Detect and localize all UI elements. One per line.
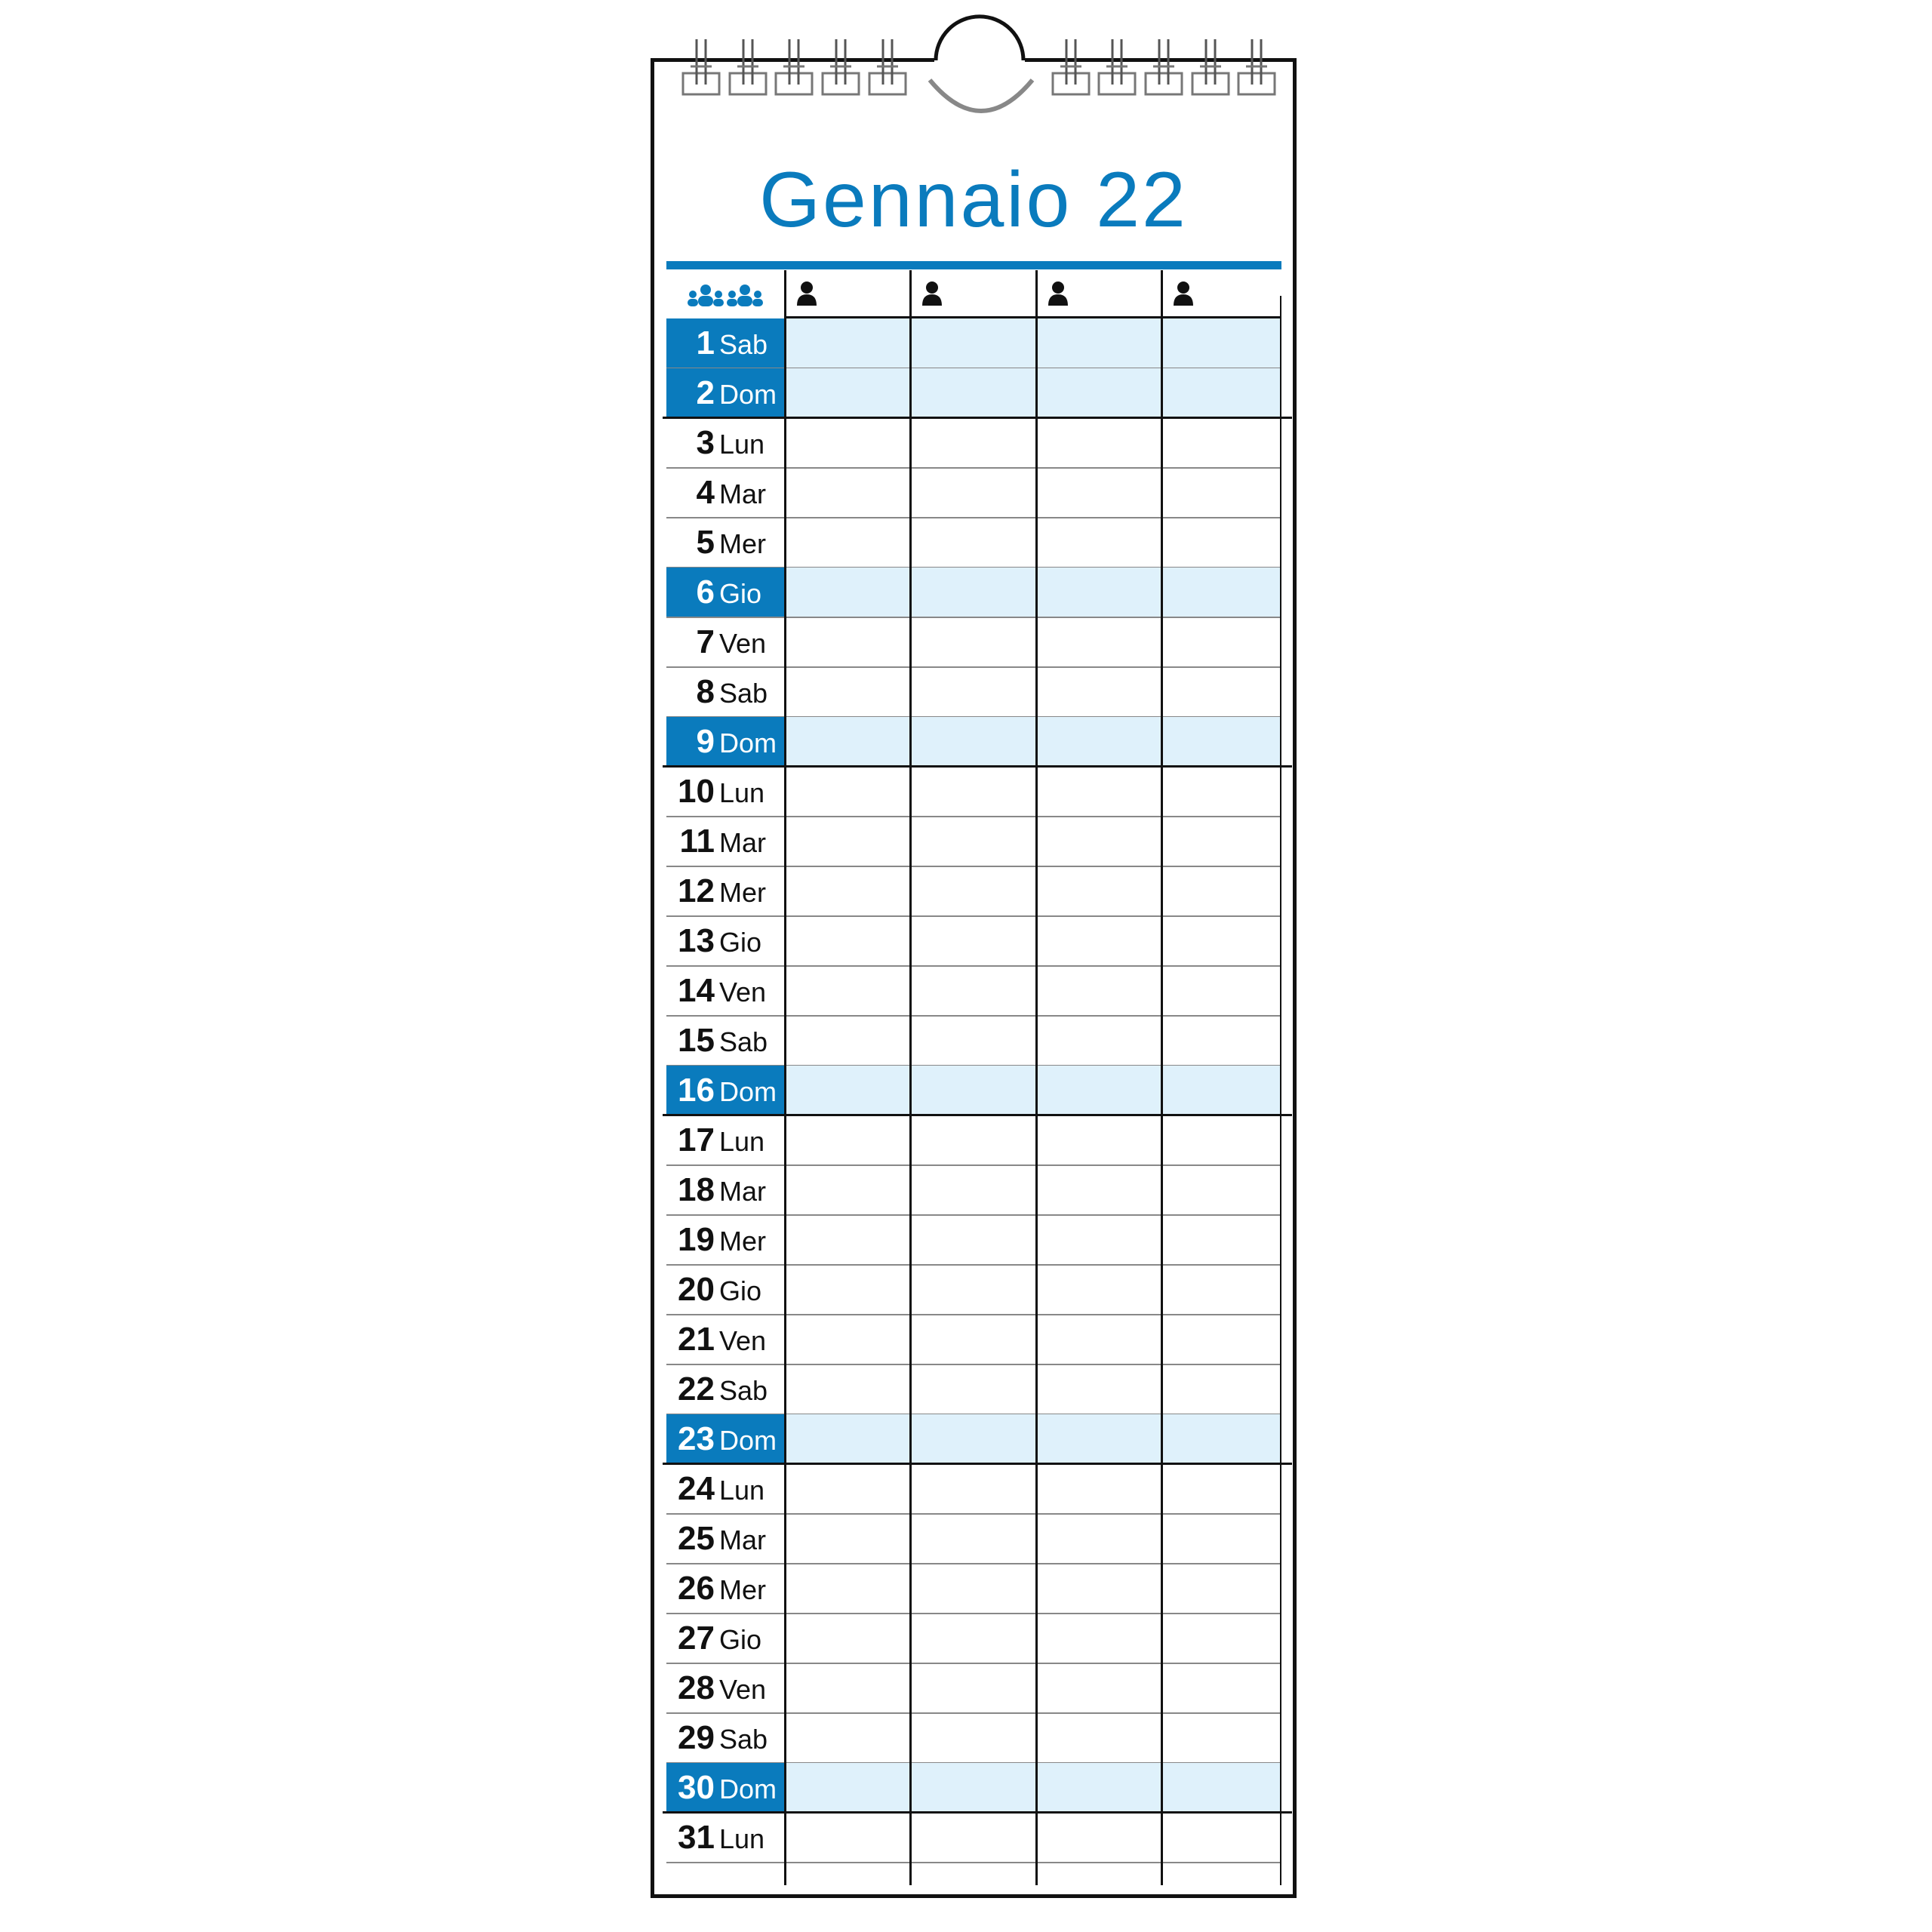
day-number: 12 [678,872,715,909]
person-slot[interactable] [1161,717,1281,767]
day-label [666,1364,784,1414]
day-label [666,568,784,617]
person-slot[interactable] [1161,1016,1281,1066]
day-name: Ven [719,1674,767,1705]
day-row [666,866,1281,916]
day-label [666,1464,784,1514]
day-row [666,568,1281,617]
day-name: Mer [719,877,766,908]
day-name: Gio [719,578,762,609]
day-label [666,368,784,418]
person-slot[interactable] [910,1165,1036,1215]
day-slots [784,568,1281,617]
person-slot[interactable] [910,866,1036,916]
day-slots [784,966,1281,1016]
day-slots [784,1315,1281,1364]
person-icon [1173,281,1194,306]
day-row [666,1464,1281,1514]
day-number: 9 [696,723,715,760]
day-number: 8 [696,673,715,710]
person-slot[interactable] [785,667,910,717]
day-row [666,1265,1281,1315]
person-slot[interactable] [1036,1614,1161,1663]
person-slot[interactable] [1036,1215,1161,1265]
day-number: 28 [678,1669,715,1706]
day-slots [784,1364,1281,1414]
person-slot[interactable] [1161,617,1281,667]
person-slot[interactable] [1161,1763,1281,1813]
day-number: 2 [696,374,715,411]
day-slots [784,1464,1281,1514]
person-slot[interactable] [785,468,910,518]
day-name: Gio [719,1624,762,1655]
day-slots [784,1016,1281,1066]
person-slot[interactable] [785,1564,910,1614]
person-slot[interactable] [785,1763,910,1813]
day-label [666,1713,784,1763]
person-slot[interactable] [785,318,910,368]
day-slots [784,1165,1281,1215]
person-slot[interactable] [1161,767,1281,817]
day-label [666,1414,784,1464]
person-slot[interactable] [1161,1564,1281,1614]
person-icon [1048,281,1069,306]
person-slot[interactable] [785,1813,910,1863]
person-slot[interactable] [785,568,910,617]
person-slot[interactable] [785,1464,910,1514]
day-name: Lun [719,777,765,808]
day-label [666,817,784,866]
day-number: 1 [696,325,715,361]
person-slot[interactable] [910,1464,1036,1514]
person-slot[interactable] [910,1315,1036,1364]
day-number: 23 [678,1420,715,1457]
day-number: 4 [696,474,715,511]
person-slot[interactable] [785,1215,910,1265]
day-slots [784,1066,1281,1115]
person-slot[interactable] [1036,568,1161,617]
day-label [666,916,784,966]
person-slot[interactable] [910,667,1036,717]
day-label [666,418,784,468]
person-slot[interactable] [785,518,910,568]
person-slot[interactable] [910,717,1036,767]
person-slot[interactable] [1161,817,1281,866]
day-name: Ven [719,1325,767,1356]
day-row [666,1066,1281,1115]
person-slot[interactable] [1036,617,1161,667]
person-slot[interactable] [1036,817,1161,866]
person-slot[interactable] [1161,667,1281,717]
person-slot[interactable] [910,1813,1036,1863]
day-slots [784,1713,1281,1763]
day-row [666,1016,1281,1066]
day-name: Gio [719,927,762,958]
person-slot[interactable] [1036,1414,1161,1464]
column-divider [909,270,912,1885]
person-slot[interactable] [785,1514,910,1564]
column-divider [1035,270,1038,1885]
day-name: Sab [719,329,768,360]
person-slot[interactable] [785,1614,910,1663]
person-slot[interactable] [1161,966,1281,1016]
person-slot[interactable] [1036,1464,1161,1514]
day-slots [784,1614,1281,1663]
person-slot[interactable] [1161,1464,1281,1514]
day-label [666,468,784,518]
day-row [666,767,1281,817]
day-number: 31 [678,1819,715,1856]
day-row [666,966,1281,1016]
day-slots [784,817,1281,866]
person-slot[interactable] [785,1414,910,1464]
day-label [666,1763,784,1813]
day-row [666,1763,1281,1813]
day-number: 25 [678,1520,715,1557]
person-slot[interactable] [910,1016,1036,1066]
day-name: Mar [719,478,766,509]
day-number: 6 [696,574,715,611]
person-slot[interactable] [1161,1315,1281,1364]
person-slot[interactable] [785,1713,910,1763]
person-slot[interactable] [785,617,910,667]
person-slot[interactable] [785,866,910,916]
day-name: Sab [719,1375,768,1406]
person-slot[interactable] [1036,1813,1161,1863]
day-label [666,866,784,916]
day-label [666,1813,784,1863]
row-divider [666,1862,1281,1863]
day-row [666,1364,1281,1414]
day-name: Lun [719,429,765,460]
person-slot[interactable] [910,1115,1036,1165]
day-name: Mar [719,1176,766,1207]
day-name: Sab [719,1026,768,1057]
day-label [666,1115,784,1165]
person-slot[interactable] [1036,866,1161,916]
day-name: Dom [719,1774,777,1804]
day-row [666,667,1281,717]
day-name: Lun [719,1475,765,1506]
person-slot[interactable] [1161,318,1281,368]
day-slots [784,717,1281,767]
day-slots [784,518,1281,568]
day-slots [784,1763,1281,1813]
person-slot[interactable] [1036,1315,1161,1364]
day-row [666,318,1281,368]
day-number: 10 [678,773,715,810]
person-slot[interactable] [1161,1115,1281,1165]
person-slot[interactable] [1036,1663,1161,1713]
person-slot[interactable] [1036,1165,1161,1215]
person-slot[interactable] [1036,1265,1161,1315]
day-label [666,1265,784,1315]
person-slot[interactable] [910,966,1036,1016]
person-slot[interactable] [910,1215,1036,1265]
person-slot[interactable] [1036,1364,1161,1414]
day-label [666,1315,784,1364]
person-slot[interactable] [785,1115,910,1165]
day-number: 3 [696,424,715,461]
person-slot[interactable] [910,1066,1036,1115]
person-slot[interactable] [1036,966,1161,1016]
day-label [666,667,784,717]
day-label [666,1663,784,1713]
day-row [666,1414,1281,1464]
person-slot[interactable] [1036,667,1161,717]
day-slots [784,1813,1281,1863]
day-label [666,1165,784,1215]
day-name: Mer [719,1574,766,1605]
day-row [666,1315,1281,1364]
day-label [666,767,784,817]
day-slots [784,916,1281,966]
person-slot[interactable] [910,1614,1036,1663]
person-slot[interactable] [1036,916,1161,966]
person-slot[interactable] [910,418,1036,468]
day-number: 27 [678,1620,715,1657]
day-slots [784,418,1281,468]
column-divider [784,270,786,1885]
day-number: 7 [696,623,715,660]
person-slot[interactable] [785,916,910,966]
day-row [666,1514,1281,1564]
day-name: Dom [719,379,777,410]
day-label [666,617,784,667]
day-number: 18 [678,1171,715,1208]
day-row [666,916,1281,966]
day-name: Mer [719,1226,766,1257]
person-slot[interactable] [910,1663,1036,1713]
person-slot[interactable] [910,1713,1036,1763]
day-number: 19 [678,1221,715,1258]
person-slot[interactable] [1161,1265,1281,1315]
person-slot[interactable] [785,1315,910,1364]
day-row [666,1663,1281,1713]
day-label [666,966,784,1016]
day-slots [784,1115,1281,1165]
day-slots [784,667,1281,717]
day-slots [784,1564,1281,1614]
day-slots [784,866,1281,916]
person-slot[interactable] [1036,1066,1161,1115]
day-label [666,1215,784,1265]
day-row [666,1165,1281,1215]
person-slot[interactable] [1036,368,1161,418]
person-slot[interactable] [785,1364,910,1414]
person-slot[interactable] [1036,1713,1161,1763]
day-row [666,817,1281,866]
day-row [666,1614,1281,1663]
person-slot[interactable] [785,717,910,767]
person-slot[interactable] [1161,468,1281,518]
day-slots [784,1514,1281,1564]
day-row [666,1115,1281,1165]
person-slot[interactable] [910,1564,1036,1614]
day-label [666,1564,784,1614]
person-slot[interactable] [910,1265,1036,1315]
day-name: Dom [719,1076,777,1107]
day-name: Ven [719,977,767,1008]
day-name: Gio [719,1275,762,1306]
person-slot[interactable] [1161,1364,1281,1414]
day-name: Ven [719,628,767,659]
day-label [666,1016,784,1066]
person-slot[interactable] [910,1763,1036,1813]
day-name: Lun [719,1823,765,1854]
day-number: 21 [678,1321,715,1358]
day-name: Sab [719,1724,768,1755]
person-slot[interactable] [785,1066,910,1115]
day-number: 13 [678,922,715,959]
day-number: 11 [679,823,715,860]
day-slots [784,1663,1281,1713]
month-title: Gennaio 22 [759,156,1188,244]
person-slot[interactable] [1161,1514,1281,1564]
person-slot[interactable] [910,1414,1036,1464]
person-slot[interactable] [1161,1713,1281,1763]
column-divider [1161,270,1163,1885]
person-slot[interactable] [785,1265,910,1315]
person-slot[interactable] [910,368,1036,418]
person-slot[interactable] [1161,866,1281,916]
day-name: Dom [719,728,777,758]
person-slot[interactable] [910,1364,1036,1414]
day-row [666,617,1281,667]
day-slots [784,468,1281,518]
day-slots [784,368,1281,418]
day-number: 15 [678,1022,715,1059]
person-slot[interactable] [910,817,1036,866]
day-row [666,1713,1281,1763]
person-slot[interactable] [785,1016,910,1066]
day-name: Mar [719,827,766,858]
day-slots [784,1414,1281,1464]
day-row [666,1215,1281,1265]
day-label [666,1066,784,1115]
person-slot[interactable] [1161,1165,1281,1215]
day-number: 14 [678,972,715,1009]
day-slots [784,1215,1281,1265]
day-number: 24 [678,1470,715,1507]
day-number: 5 [696,524,715,561]
day-label [666,1614,784,1663]
person-slot[interactable] [1036,1763,1161,1813]
person-slot[interactable] [1161,1813,1281,1863]
person-slot[interactable] [785,767,910,817]
day-row [666,1564,1281,1614]
person-slot[interactable] [1161,518,1281,568]
person-icon [921,281,943,306]
person-slot[interactable] [910,468,1036,518]
day-row [666,368,1281,418]
person-slot[interactable] [1036,1514,1161,1564]
day-slots [784,767,1281,817]
person-icon [796,281,817,306]
day-number: 22 [678,1371,715,1407]
day-name: Mar [719,1524,766,1555]
person-slot[interactable] [1036,1115,1161,1165]
day-number: 30 [678,1769,715,1806]
person-slot[interactable] [1036,468,1161,518]
person-slot[interactable] [785,817,910,866]
day-slots [784,1265,1281,1315]
person-slot[interactable] [785,1165,910,1215]
day-name: Sab [719,678,768,709]
column-divider [1280,296,1281,1885]
day-number: 16 [678,1072,715,1109]
person-slot[interactable] [785,368,910,418]
person-slot[interactable] [910,617,1036,667]
person-slot[interactable] [910,1514,1036,1564]
person-slot[interactable] [910,767,1036,817]
person-slot[interactable] [910,568,1036,617]
person-slot[interactable] [1036,318,1161,368]
day-row [666,1813,1281,1863]
person-slot[interactable] [1161,1663,1281,1713]
person-slot[interactable] [1161,368,1281,418]
person-slot[interactable] [1161,418,1281,468]
day-label [666,318,784,368]
person-slot[interactable] [1036,518,1161,568]
person-slot[interactable] [910,318,1036,368]
person-slot[interactable] [1161,1066,1281,1115]
person-slot[interactable] [1161,1414,1281,1464]
person-slot[interactable] [910,518,1036,568]
day-label [666,518,784,568]
day-row [666,468,1281,518]
day-name: Dom [719,1425,777,1456]
person-slot[interactable] [785,418,910,468]
person-slot[interactable] [1036,418,1161,468]
person-slot[interactable] [1036,717,1161,767]
person-slot[interactable] [785,966,910,1016]
day-name: Mer [719,528,766,559]
day-label [666,1514,784,1564]
person-slot[interactable] [910,916,1036,966]
person-slot[interactable] [1036,767,1161,817]
day-number: 29 [678,1719,715,1756]
person-slot[interactable] [1036,1016,1161,1066]
person-slot[interactable] [1161,1614,1281,1663]
day-number: 17 [678,1121,715,1158]
person-slot[interactable] [1161,568,1281,617]
day-slots [784,318,1281,368]
day-row [666,717,1281,767]
person-slot[interactable] [1161,1215,1281,1265]
day-row [666,418,1281,468]
day-row [666,518,1281,568]
person-slot[interactable] [1036,1564,1161,1614]
day-label [666,717,784,767]
day-slots [784,617,1281,667]
day-name: Lun [719,1126,765,1157]
person-slot[interactable] [1161,916,1281,966]
person-slot[interactable] [785,1663,910,1713]
day-number: 26 [678,1570,715,1607]
day-number: 20 [678,1271,715,1308]
